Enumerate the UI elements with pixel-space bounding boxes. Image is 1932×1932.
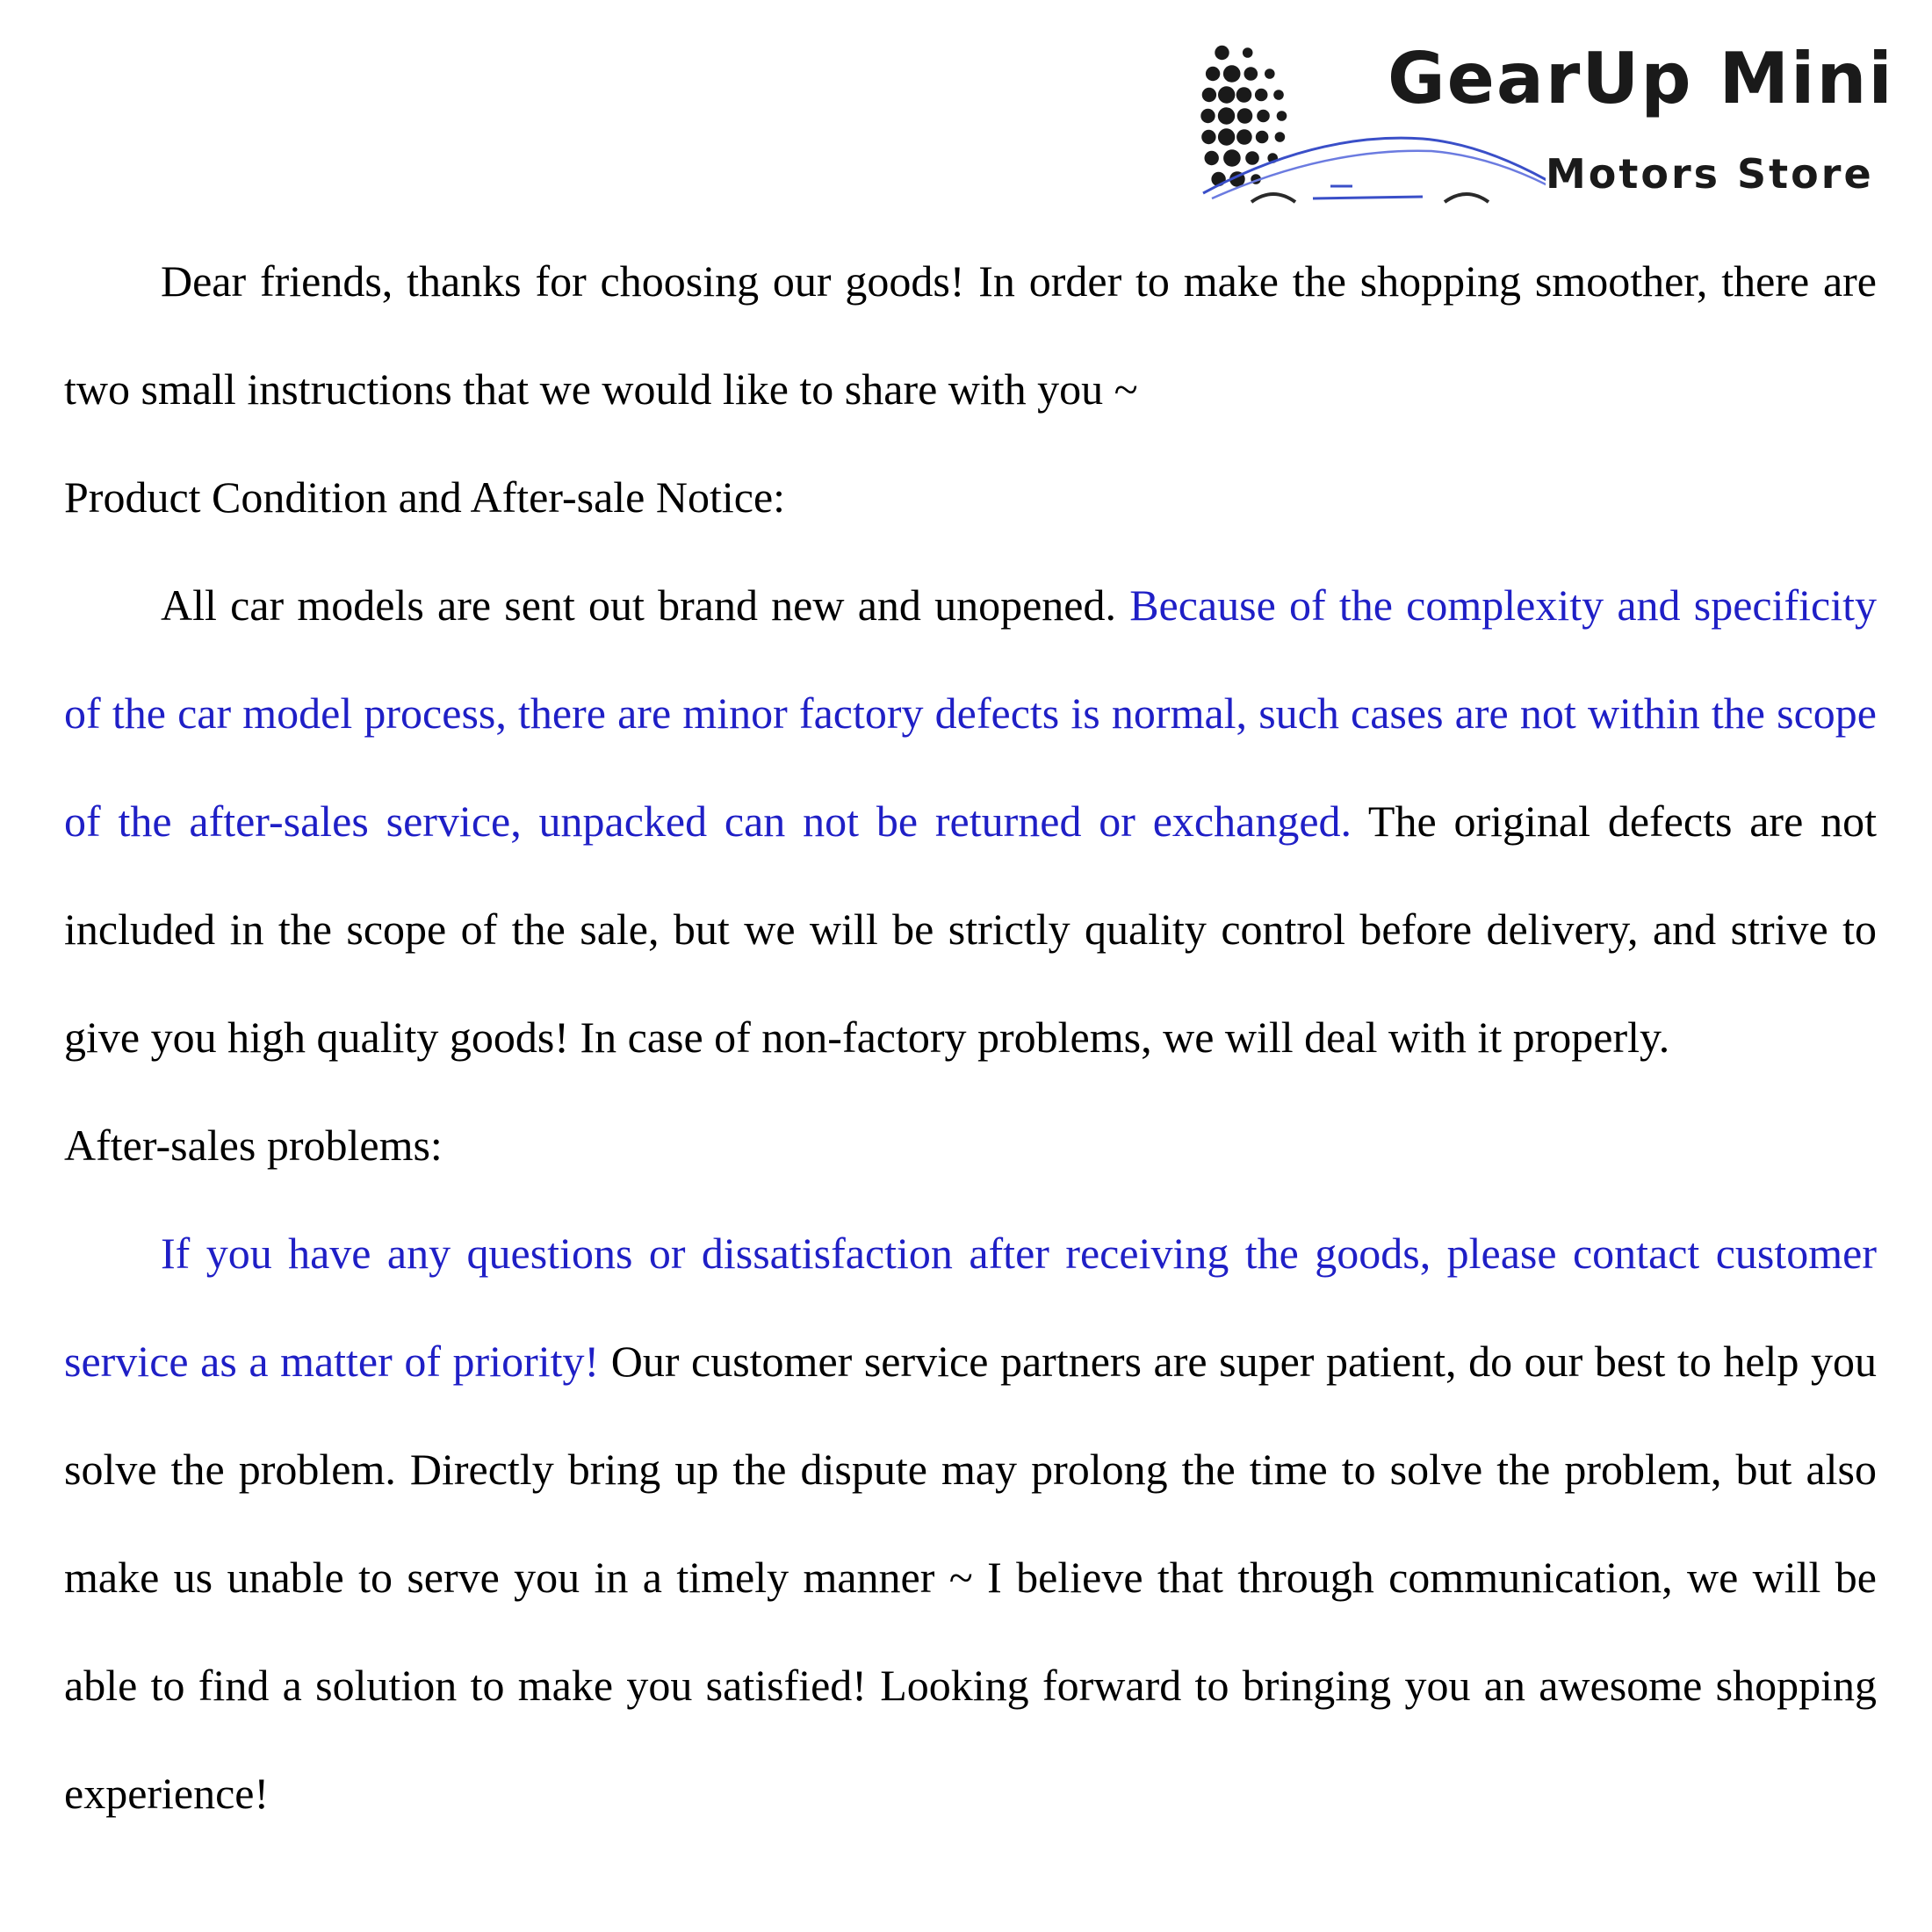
logo-dot xyxy=(1202,88,1216,102)
logo-dot xyxy=(1275,132,1286,142)
brand-subtitle: Motors Store xyxy=(1546,150,1874,198)
logo-dot xyxy=(1265,68,1275,79)
paragraph-text: Our customer service partners are super patient, do our best to help you solve the problem. Directly bring up the dispute may prolong the time to solve the problem, but also make us unable to serve you in a timely manner ~ I believe that through communication, we will be able to find a solution to make you satisfied! Looking forward to bringing you an awesome shopping experience! xyxy=(64,1337,1877,1818)
logo-dot xyxy=(1273,90,1284,100)
logo-dot xyxy=(1237,108,1253,124)
logo-dot xyxy=(1200,109,1215,123)
logo-dot xyxy=(1215,46,1229,60)
logo-dot xyxy=(1245,151,1259,165)
section-heading-product-condition: Product Condition and After-sale Notice: xyxy=(64,472,786,522)
highlighted-text: If you have any questions or dissatisfaction after receiving the goods, please contact customer service as a matter of priority! xyxy=(64,1229,1877,1386)
logo-dot xyxy=(1236,87,1252,103)
store-logo xyxy=(1142,35,1897,211)
letter-body xyxy=(64,227,1877,1848)
logo-dot xyxy=(1243,47,1253,58)
intro-paragraph: Dear friends, thanks for choosing our goods! In order to make the shopping smoother, there are two small instructions that we would like to share with you ~ xyxy=(64,256,1877,414)
highlighted-text: Because of the complexity and specificity of the car model process, there are minor factory defects is normal, such cases are not within the scope of the after-sales service, unpacked can not be returned or exchanged. xyxy=(64,580,1877,846)
logo-dot xyxy=(1223,65,1241,83)
section-heading-after-sales: After-sales problems: xyxy=(64,1121,443,1170)
logo-dot xyxy=(1201,130,1215,144)
paragraph-text: The original defects are not included in the scope of the sale, but we will be strictly quality control before delivery, and strive to give you high quality goods! In case of non-factory problems, we will deal with it properly. xyxy=(64,797,1877,1062)
logo-dot xyxy=(1255,89,1268,102)
product-condition-paragraph xyxy=(64,551,1877,1092)
logo-dot xyxy=(1205,151,1219,165)
logo-dot xyxy=(1257,110,1270,123)
logo-dot xyxy=(1218,128,1235,145)
logo-dot xyxy=(1218,86,1235,103)
paragraph-text: All car models are sent out brand new and unopened. xyxy=(161,580,1130,630)
logo-dot xyxy=(1223,149,1241,167)
logo-dot xyxy=(1277,111,1287,121)
logo-dot xyxy=(1206,67,1220,81)
brand-name: GearUp Mini xyxy=(1388,38,1894,119)
logo-dot xyxy=(1236,129,1252,145)
logo-dot xyxy=(1218,107,1235,124)
logo-dot xyxy=(1256,131,1269,144)
logo-dot xyxy=(1244,67,1258,81)
after-sales-paragraph xyxy=(64,1200,1877,1848)
